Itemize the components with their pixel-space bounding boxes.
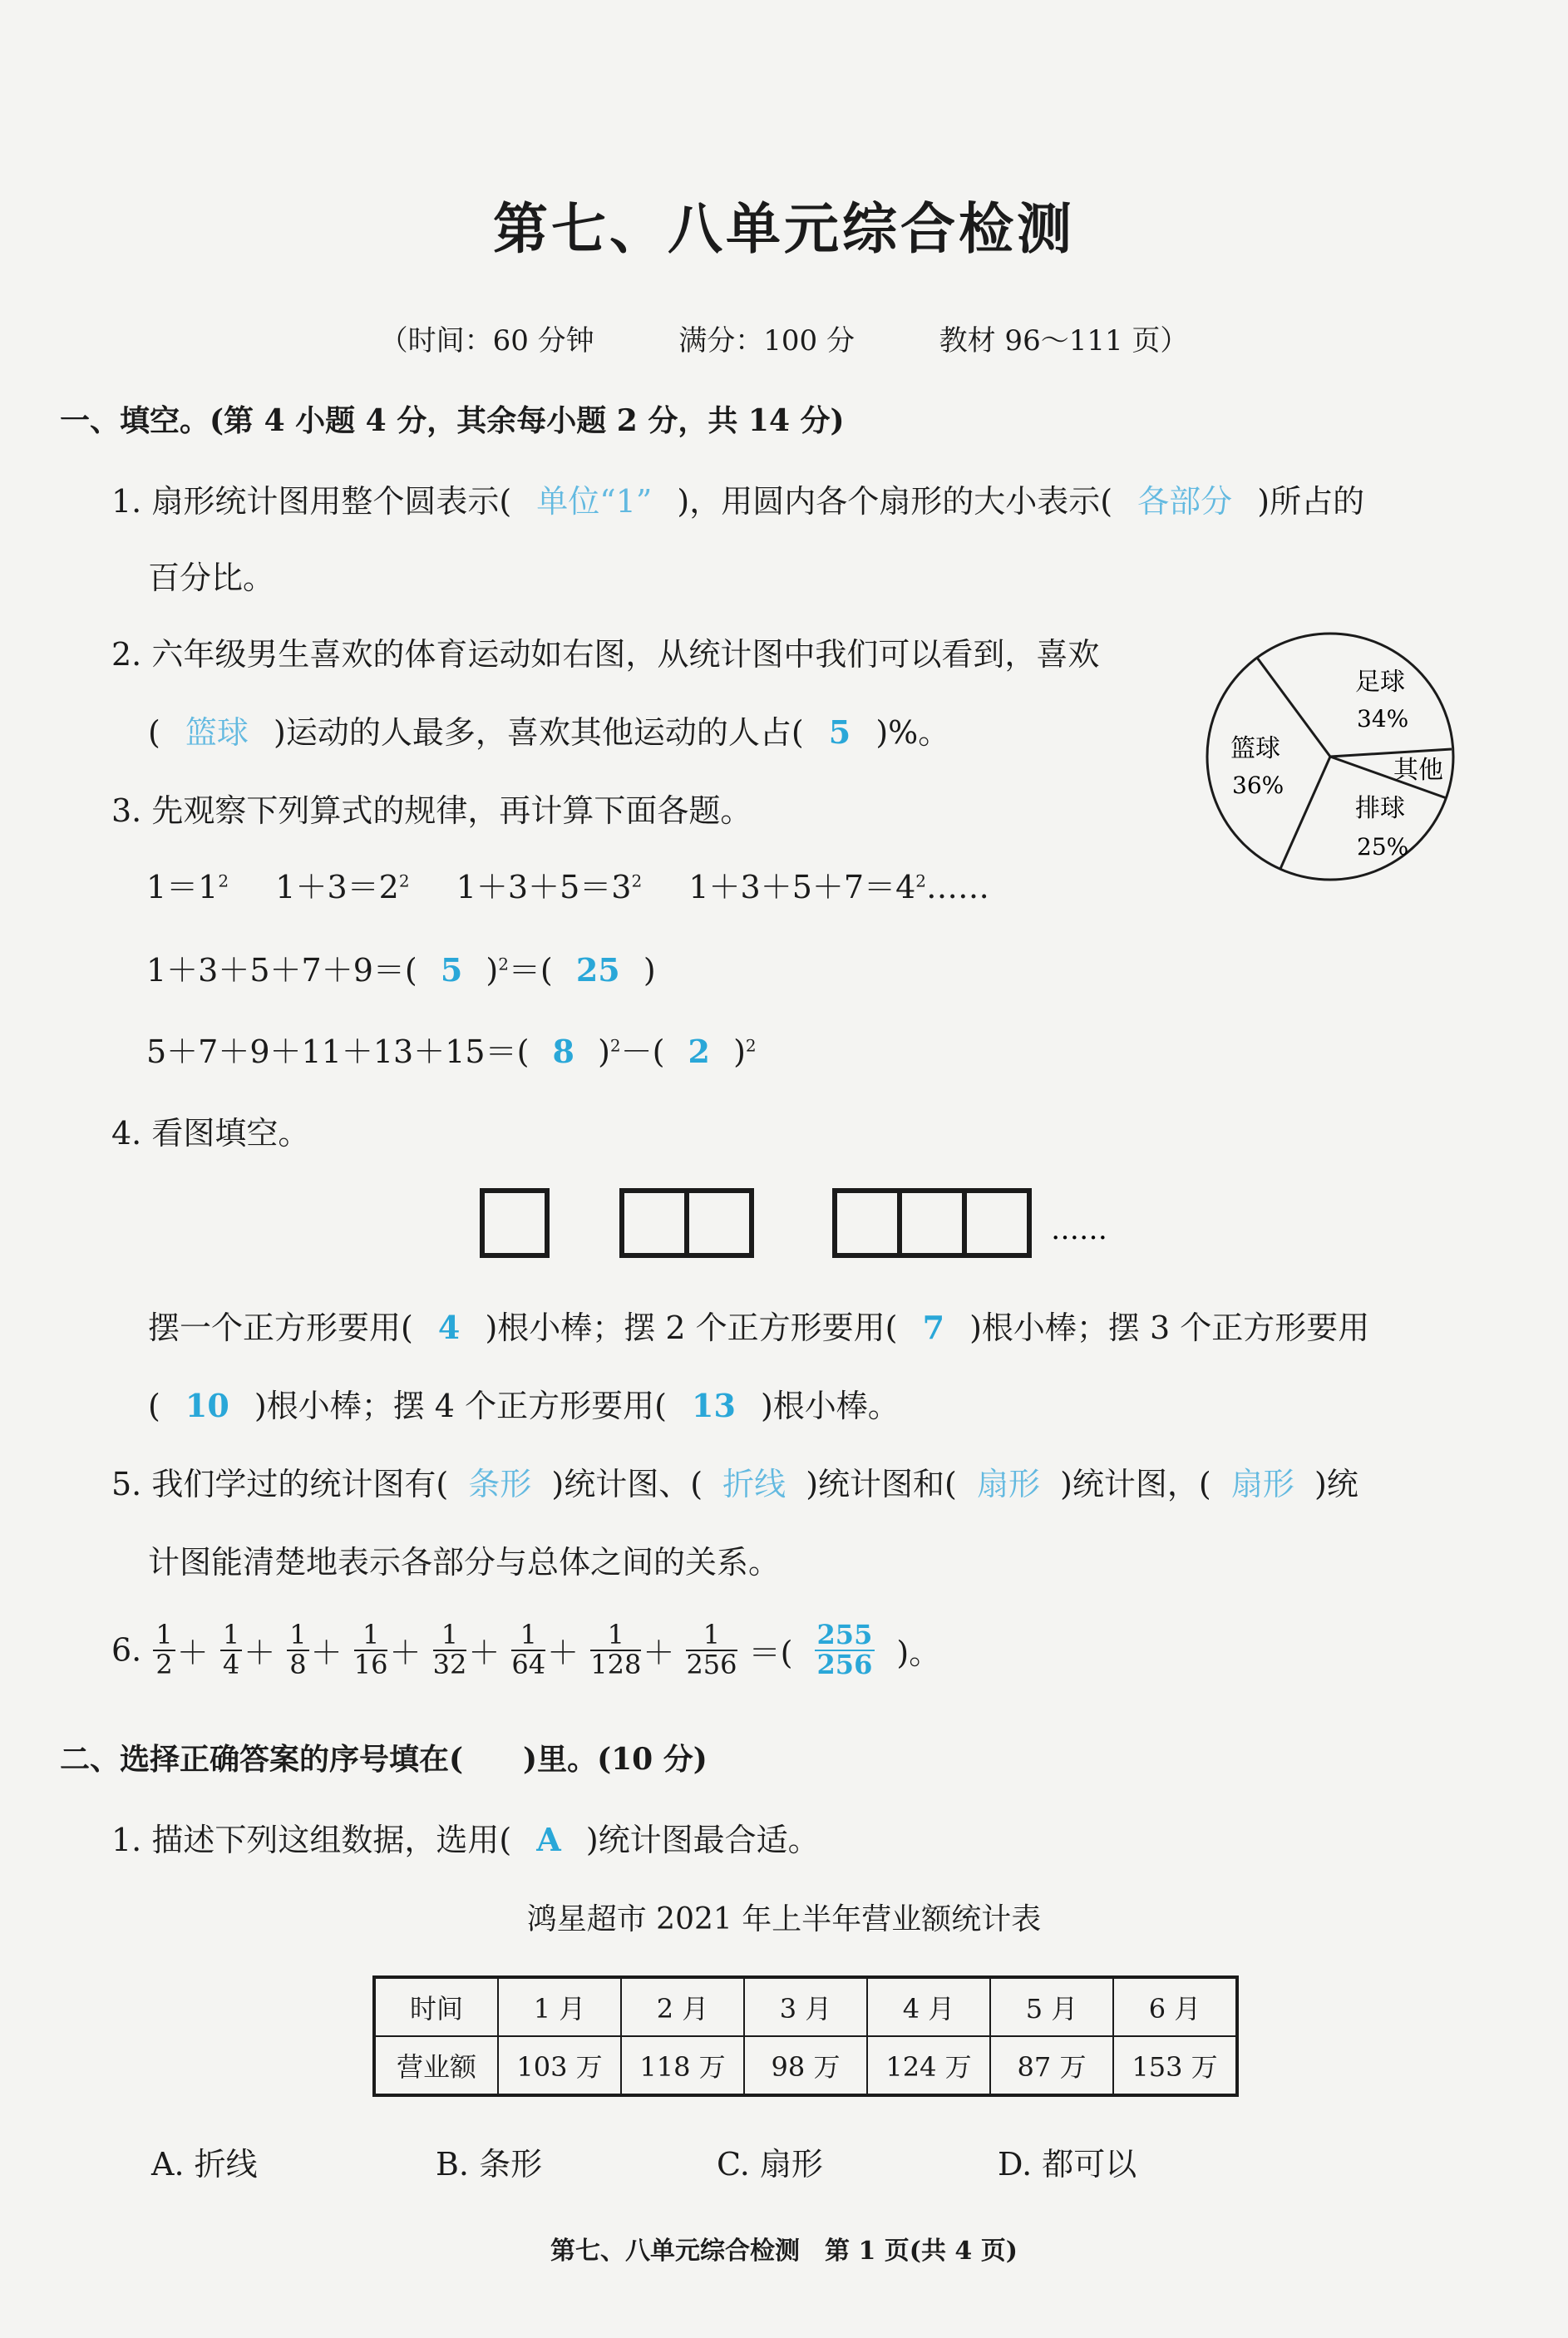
pattern-4: $1+3+5+7=4^2\dots\dots$ [688,869,989,905]
q1-text-c: )所占的 [1257,483,1365,520]
sales-table-wrap [372,1975,1239,2097]
pie-divider-4 [1280,757,1330,869]
q2-text-b: )运动的人最多，喜欢其他运动的人占( [274,714,804,751]
textbook-pages: 教材 96～111 页） [939,324,1189,358]
question-4-line-1: 4. 看图填空。 [111,1115,310,1152]
q4-answer-4: 13 [692,1387,736,1424]
q5-answer-2: 折线 [722,1466,786,1502]
pie-value-football: 34% [1357,705,1409,732]
pattern-1: $1=1^2$ [146,869,229,905]
choice-b: B. 条形 [436,2146,543,2183]
q2-answer-2: 5 [828,713,851,751]
question-2-line-1: 2. 六年级男生喜欢的体育运动如右图，从统计图中我们可以看到，喜欢 [111,636,1100,673]
square-group-3a [835,1191,900,1255]
full-score: 满分：100 分 [678,324,855,358]
q2-answer-1: 篮球 [185,714,249,751]
choice-c: C. 扇形 [717,2146,823,2183]
fraction-6: $\frac{1}{64}$ [511,1619,546,1680]
q4-answer-2: 7 [922,1309,945,1346]
question-6: 6. $\frac{1}{2}$ ＋ $\frac{1}{4}$ ＋ $\frac{1}{8}$ ＋ $\frac{1}{16}$ ＋ $\frac{1}{32}$ ＋ $\frac{1}{64}$ ＋ $\frac{1}{128}$ ＋ $\frac{1}{256}$ ＝( $\frac{255}{256}$ )。 [111,1619,941,1680]
q3-answer-3: 8 [552,1033,574,1070]
question-5-line-1: 5. 我们学过的统计图有( 条形 )统计图、( 折线 )统计图和( 扇形 )统计图，( 扇形 )统 [111,1466,1358,1502]
sports-pie-chart [1197,624,1463,890]
question-3-pattern [146,861,989,907]
fraction-7: $\frac{1}{128}$ [590,1619,642,1680]
question-2-line-2 [148,707,949,752]
question-4-line-3: ( 10 )根小棒；摆 4 个正方形要用( 13 )根小棒。 [148,1387,900,1424]
square-group-3c [964,1191,1029,1255]
section-2-header: 二、选择正确答案的序号填在( )里。(10 分) [60,1742,708,1777]
table-title: 鸿星超市 2021 年上半年营业额统计表 [526,1902,1042,1936]
pie-label-volleyball: 排球 [1355,794,1405,823]
fraction-2: $\frac{1}{4}$ [220,1621,242,1679]
pattern-3: $1+3+5=3^2$ [456,869,643,905]
question-1-line-1 [111,476,1364,521]
squares-ellipsis: …… [1051,1213,1107,1246]
pie-label-basketball: 篮球 [1230,734,1280,763]
fraction-3: $\frac{1}{8}$ [287,1621,308,1679]
page-footer: 第七、八单元综合检测 第 1 页(共 4 页) [550,2237,1018,2266]
q3-answer-1: 5 [440,951,463,989]
sales-table [372,1975,1239,2097]
question-3-line-1: 3. 先观察下列算式的规律，再计算下面各题。 [111,792,752,829]
section-1-header: 一、填空。(第 4 小题 4 分，其余每小题 2 分，共 14 分) [60,403,845,438]
fraction-5: $\frac{1}{32}$ [432,1619,467,1680]
q3-answer-4: 2 [688,1033,710,1070]
fraction-8: $\frac{1}{256}$ [686,1619,737,1680]
q5-answer-1: 条形 [468,1466,532,1502]
q1-text-b: )，用圆内各个扇形的大小表示( [677,483,1113,520]
q1-answer-1: 单位“1” [536,483,653,520]
pie-label-football: 足球 [1355,668,1405,697]
question-3-line-3: 5＋7＋9＋11＋13＋15＝( 8 )$^2$－( 2 )$^2$ [146,1033,757,1070]
choice-a: A. 折线 [151,2146,258,2183]
q1-answer-2: 各部分 [1137,483,1233,520]
square-group-2b [687,1191,752,1255]
question-5-line-2: 计图能清楚地表示各部分与总体之间的关系。 [148,1544,781,1581]
section-2-question-1: 1. 描述下列这组数据，选用( A )统计图最合适。 [111,1821,820,1858]
q5-answer-4: 扇形 [1230,1466,1294,1502]
question-1-line-2: 百分比。 [148,560,275,596]
question-4-line-2: 摆一个正方形要用( 4 )根小棒；摆 2 个正方形要用( 7 )根小棒；摆 3 个正方形要用 [148,1309,1370,1346]
q6-answer-fraction: $\frac{255}{256}$ [815,1621,875,1679]
fraction-4: $\frac{1}{16}$ [353,1619,388,1680]
q3-answer-2: 25 [575,951,620,989]
table-row: 营业额 103 万 118 万 98 万 124 万 87 万 153 万 [374,2036,1237,2095]
q4-answer-1: 4 [437,1309,461,1346]
fraction-1: $\frac{1}{2}$ [153,1621,175,1679]
exam-info [0,318,1568,358]
square-group-2a [622,1191,687,1255]
pattern-2: $1+3=2^2$ [275,869,410,905]
pie-value-basketball: 36% [1232,772,1284,799]
table-header-row: 时间 1 月 2 月 3 月 4 月 5 月 6 月 [374,1977,1237,2036]
q2-text-c: )%。 [875,714,950,751]
square-group-1 [482,1191,547,1255]
q2-open-paren: ( [148,714,160,751]
square-group-3b [900,1191,964,1255]
stick-squares-figure [466,1179,1197,1262]
q5-answer-3: 扇形 [976,1466,1040,1502]
q4-answer-3: 10 [185,1387,229,1424]
s2q1-answer: A [536,1821,561,1858]
time-limit: （时间：60 分钟 [379,324,594,358]
choice-d: D. 都可以 [998,2146,1137,2183]
pie-value-volleyball: 25% [1357,833,1409,861]
pie-label-other: 其他 [1393,756,1443,785]
page-title: 第七、八单元综合检测 [493,196,1075,261]
question-3-line-2: 1＋3＋5＋7＋9＝( 5 )$^2$＝( 25 ) [146,951,656,989]
q1-text-a: 1. 扇形统计图用整个圆表示( [111,483,512,520]
